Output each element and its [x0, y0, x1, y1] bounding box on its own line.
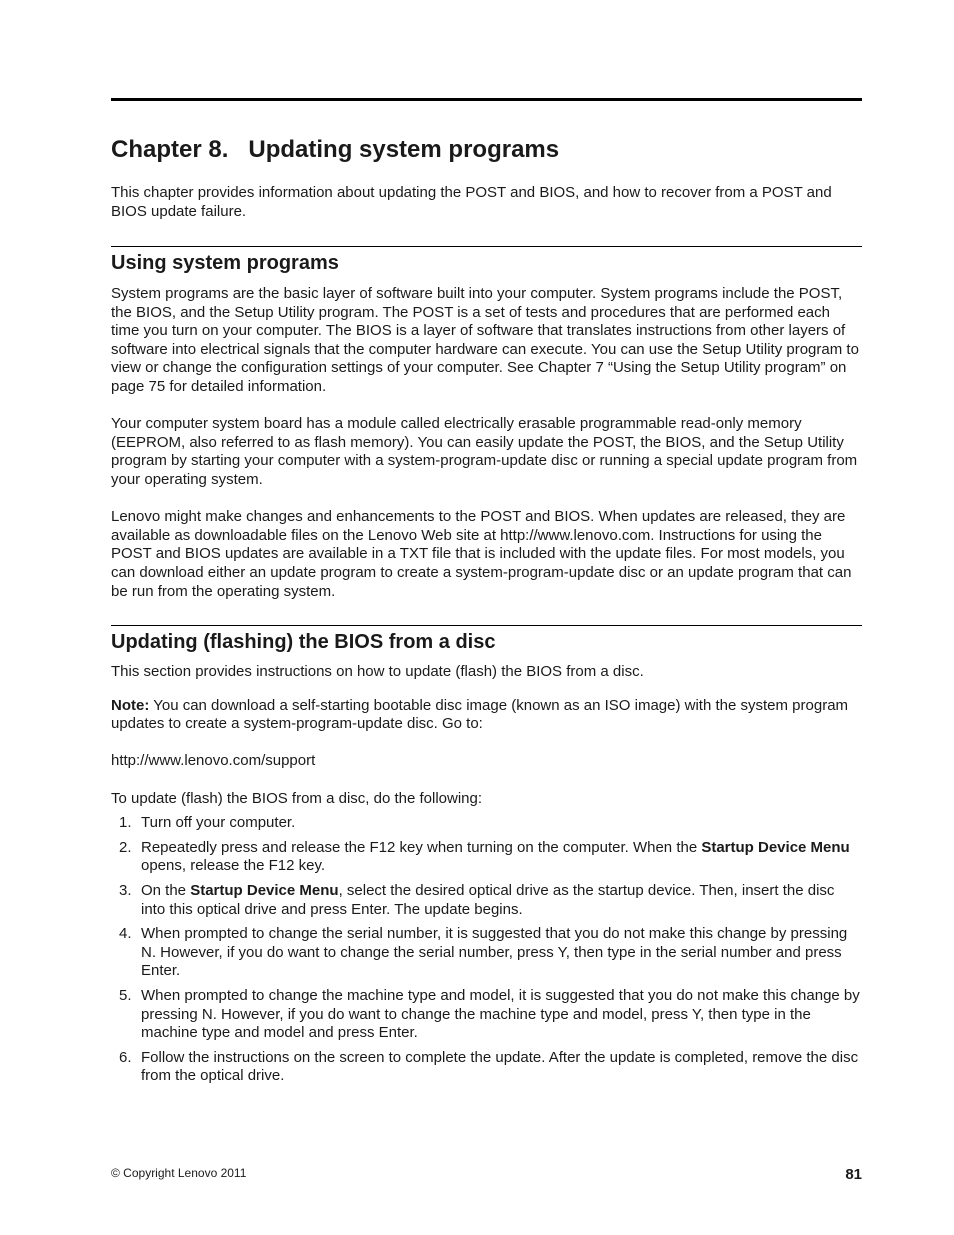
chapter-intro-text: This chapter provides information about updating the POST and BIOS, and how to recover from a POST and BIOS update failure. [111, 184, 832, 220]
list-item [111, 839, 862, 876]
step-number: 2. [119, 838, 132, 856]
steps-intro: To update (flash) the BIOS from a disc, do the following: [111, 789, 483, 807]
step-number: 5. [119, 986, 132, 1004]
section-rule [111, 246, 862, 247]
step-text: opens, release the F12 key. [141, 857, 325, 875]
section-rule [111, 625, 862, 626]
copyright-footer: © Copyright Lenovo 2011 [111, 1166, 247, 1180]
step-text: Repeatedly press and release the F12 key when turning on the computer. When the [141, 838, 702, 856]
steps-list [111, 814, 862, 1086]
step-number: 4. [119, 925, 132, 943]
step-text: When prompted to change the serial number, it is suggested that you do not make this change by pressing N. However, if you do want to change the serial number, press Y, then type in the serial number and press Enter. [141, 925, 848, 980]
paragraph: System programs are the basic layer of software built into your computer. System programs include the POST, the BIOS, and the Setup Utility program. The POST is a set of tests and procedures that are performed each time you turn on your computer. The BIOS is a layer of software that translates instructions from other layers of software into electrical signals that the computer hardware can execute. You can use the Setup Utility program to view or change the configuration settings of your computer. See Chapter 7 “Using the Setup Utility program” on page 75 for detailed information. [111, 285, 859, 395]
step-number: 3. [119, 881, 132, 899]
chapter-title: Chapter 8. Updating system programs [111, 136, 560, 163]
note-url: http://www.lenovo.com/support [111, 752, 316, 770]
list-item [111, 814, 862, 833]
note-label: Note: [111, 696, 150, 714]
section-heading-using-system-programs: Using system programs [111, 252, 339, 274]
list-item [111, 925, 862, 981]
chapter-top-rule [111, 98, 862, 101]
page-number: 81 [845, 1166, 862, 1183]
step-bold: Startup Device Menu [190, 881, 339, 899]
section-intro: This section provides instructions on how to update (flash) the BIOS from a disc. [111, 663, 644, 680]
step-text: On the [141, 881, 191, 899]
step-bold: Startup Device Menu [701, 838, 850, 856]
section-updating-bios [111, 663, 862, 1092]
step-number: 6. [119, 1048, 132, 1066]
step-text: When prompted to change the machine type and model, it is suggested that you do not make this change by pressing N. However, if you do want to change the machine type and model, press Y, then type in the machine type and model and press Enter. [141, 986, 860, 1042]
step-text: , select the desired optical drive as the startup device. Then, insert the disc into this optical drive and press Enter. The update begins. [141, 881, 835, 918]
step-text: Follow the instructions on the screen to complete the update. After the update is completed, remove the disc from the optical drive. [141, 1048, 859, 1085]
paragraph: Lenovo might make changes and enhancements to the POST and BIOS. When updates are released, they are available as downloadable files on the Lenovo Web site at http://www.lenovo.com. Instructions for using the POST and BIOS updates are available in a TXT file that is included with the update files. For most models, you can download either an update program to create a system-program-update disc or an update program that can be run from the operating system. [111, 508, 852, 600]
list-item [111, 882, 862, 919]
step-text: Turn off your computer. [141, 814, 296, 832]
step-number: 1. [119, 814, 132, 832]
note [111, 697, 862, 734]
chapter-intro [111, 184, 862, 221]
list-item [111, 987, 862, 1043]
section-using-system-programs [111, 285, 862, 601]
note-text: You can download a self-starting bootable disc image (known as an ISO image) with the system program updates to create a system-program-update disc. Go to: [111, 696, 849, 733]
list-item [111, 1049, 862, 1086]
section-heading-updating-bios: Updating (flashing) the BIOS from a disc [111, 631, 496, 653]
paragraph: Your computer system board has a module called electrically erasable programmable read-only memory (EEPROM, also referred to as flash memory). You can easily update the POST, the BIOS, and the Setup Utility program by starting your computer with a system-program-update disc or running a special update program from your operating system. [111, 415, 858, 488]
